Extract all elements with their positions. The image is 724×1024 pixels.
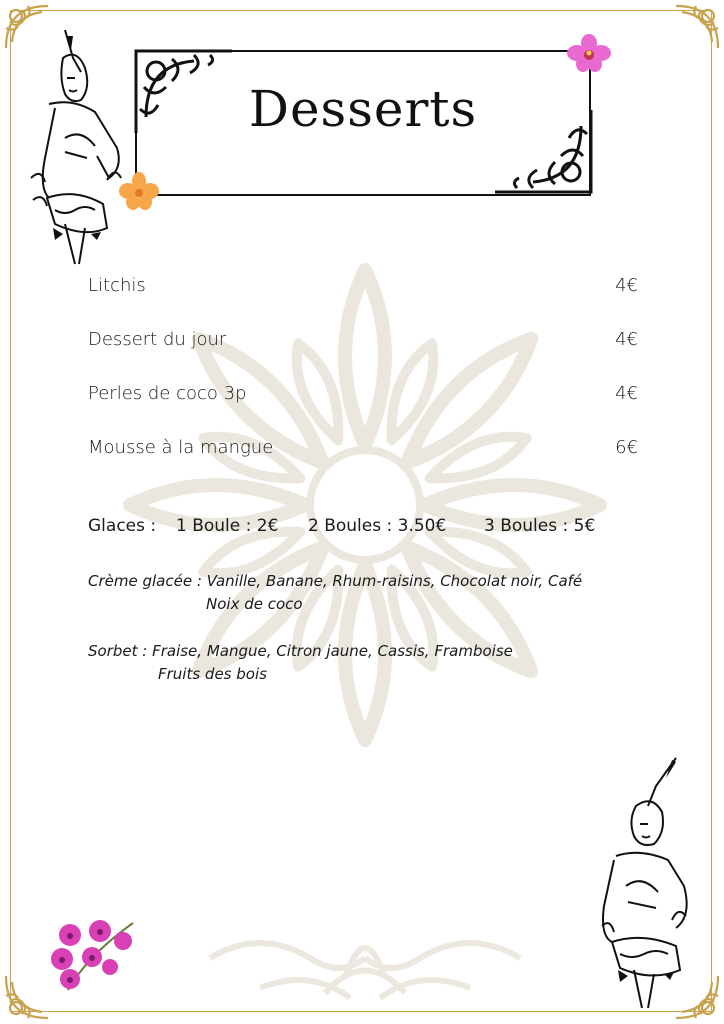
menu-item: [88, 432, 638, 462]
creme-glacee-line-1: Crème glacée : Vanille, Banane, Rhum-raisins, Chocolat noir, Café: [88, 572, 583, 590]
orchid-cluster-icon: [48, 915, 138, 995]
sorbet-flavors: [88, 640, 513, 686]
ice-cream-option-2: 2 Boules : 3.50€: [308, 516, 447, 536]
pink-orchid-icon: [565, 33, 613, 73]
menu-item-price: 4€: [615, 328, 638, 350]
sorbet-line-2: Fruits des bois: [158, 665, 267, 683]
sorbet-line-1: Sorbet : Fraise, Mangue, Citron jaune, Cassis, Framboise: [88, 642, 513, 660]
gold-corner-ornament-icon: [672, 2, 722, 52]
flourish-watermark-icon: [200, 918, 530, 1008]
menu-item-name: Mousse à la mangue: [88, 436, 274, 458]
menu-item: [88, 270, 638, 300]
creme-glacee-line-2: Noix de coco: [206, 595, 303, 613]
ice-cream-option-3: 3 Boules : 5€: [484, 516, 596, 536]
menu-item-name: Litchis: [88, 274, 146, 296]
menu-item: [88, 324, 638, 354]
page-title: Desserts: [248, 80, 478, 138]
menu-item-price: 4€: [615, 382, 638, 404]
thai-dancer-illustration-icon: [25, 28, 137, 268]
menu-item-price: 4€: [615, 274, 638, 296]
menu-item-name: Dessert du jour: [88, 328, 227, 350]
creme-glacee-flavors: [88, 570, 582, 616]
menu-item-price: 6€: [615, 436, 638, 458]
ice-cream-option-1: 1 Boule : 2€: [176, 516, 279, 536]
menu-item: [88, 378, 638, 408]
thai-dancer-illustration-icon: [596, 756, 696, 1012]
ice-cream-pricing: [88, 516, 595, 536]
gold-corner-ornament-icon: [2, 972, 52, 1022]
menu-item-name: Perles de coco 3p: [88, 382, 247, 404]
ice-cream-label: Glaces :: [88, 516, 157, 536]
